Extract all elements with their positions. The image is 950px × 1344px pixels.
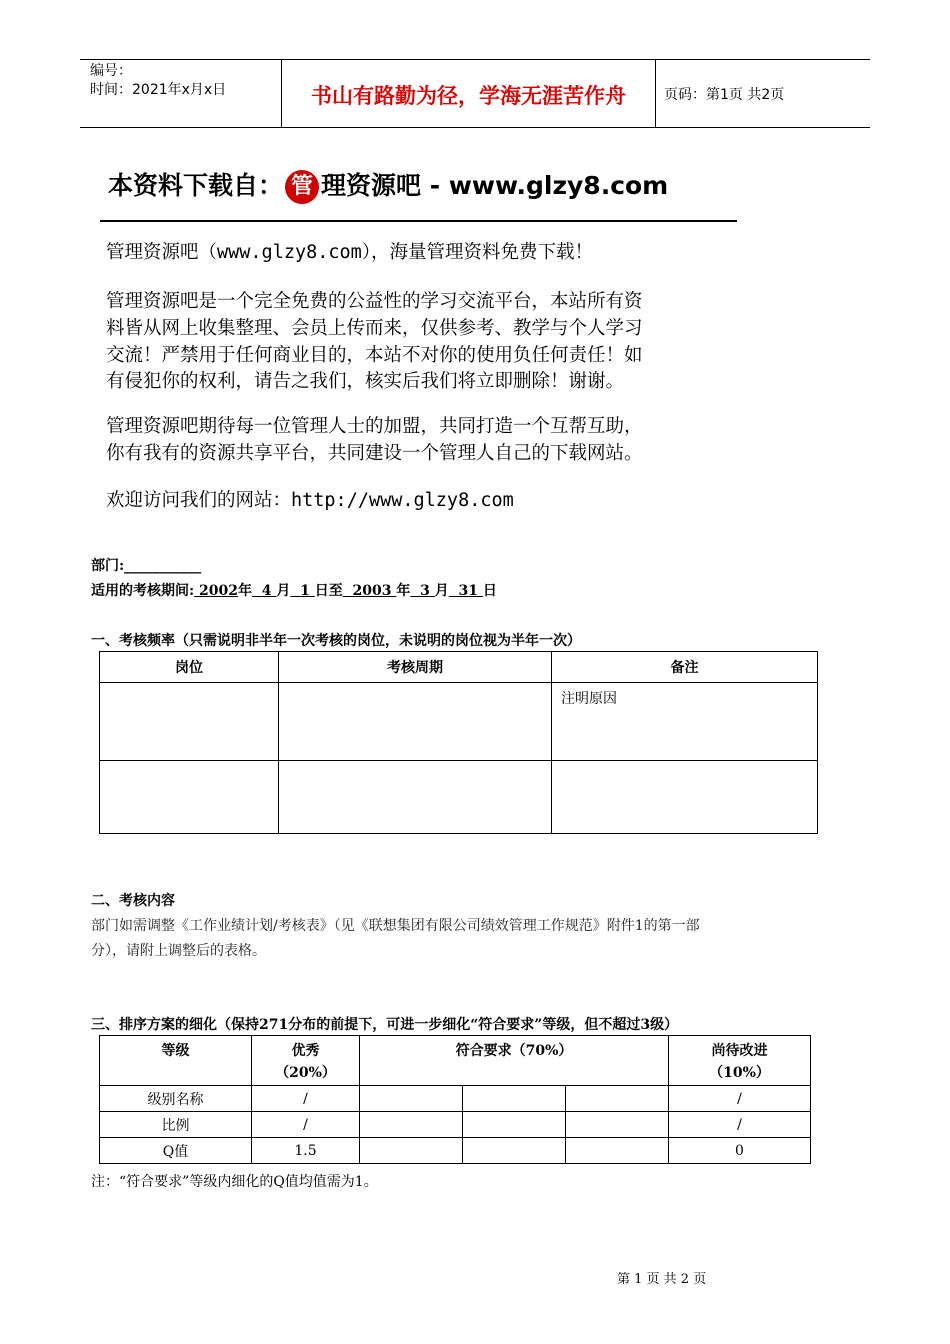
period-label: 适用的考核期间:: [91, 583, 195, 599]
table-cell[interactable]: 0: [669, 1138, 811, 1164]
table-header-row: [100, 652, 818, 683]
start-month: 4: [261, 583, 272, 599]
ad-line: 交流！严禁用于任何商业目的，本站不对你的使用负任何责任！如: [106, 345, 643, 366]
dept-blank: ___________: [124, 558, 202, 574]
day-char: 日: [482, 583, 497, 599]
column-header: 符合要求（70%）: [360, 1036, 669, 1086]
ad-line: 管理资源吧（www.glzy8.com），海量管理资料免费下载！: [106, 242, 594, 263]
ad-line: 你有我有的资源共享平台，共同建设一个管理人自己的下载网站。: [106, 443, 643, 464]
logo-icon: 管: [285, 170, 319, 204]
table-row: [100, 1112, 811, 1138]
table-cell[interactable]: [463, 1112, 566, 1138]
day-to: 日至: [314, 583, 343, 599]
improve-pct: （10%）: [709, 1065, 770, 1081]
table-cell[interactable]: [279, 683, 552, 761]
row-label: 级别名称: [100, 1086, 252, 1112]
excellent-label: 优秀: [291, 1043, 320, 1059]
header-page-info: 页码：第1页 共2页: [664, 87, 785, 103]
dept-field: [91, 555, 201, 575]
table-row: [100, 1086, 811, 1112]
year-char: 年: [238, 583, 253, 599]
row-label: Q值: [100, 1138, 252, 1164]
section2-heading: 二、考核内容: [91, 893, 175, 909]
table-cell[interactable]: [463, 1086, 566, 1112]
improve-label: 尚待改进: [711, 1043, 768, 1059]
section2-text: [91, 914, 700, 964]
table-cell[interactable]: [279, 761, 552, 834]
table-cell[interactable]: /: [252, 1086, 360, 1112]
table-cell[interactable]: /: [669, 1086, 811, 1112]
ad-line: 有侵犯你的权利，请告之我们，核实后我们将立即删除！谢谢。: [106, 371, 625, 392]
header-divider: [655, 59, 656, 127]
time-label: 时间：2021年x月x日: [90, 82, 227, 98]
ad-line: 料皆从网上收集整理、会员上传而来，仅供参考、教学与个人学习: [106, 318, 643, 339]
table-row: [100, 1138, 811, 1164]
section3-note: 注：“符合要求”等级内细化的Q值均值需为1。: [91, 1174, 378, 1190]
ad-line: 管理资源吧期待每一位管理人士的加盟，共同打造一个互帮互助，: [106, 416, 643, 437]
banner-title: [108, 166, 668, 204]
table-cell[interactable]: [100, 683, 279, 761]
column-header: 备注: [552, 652, 818, 683]
year-char: 年: [396, 583, 411, 599]
table-cell[interactable]: [100, 761, 279, 834]
table-cell[interactable]: [566, 1112, 669, 1138]
section3-heading: 三、排序方案的细化（保持271分布的前提下，可进一步细化“符合要求”等级，但不超过3级）: [91, 1017, 679, 1033]
start-year: 2002: [199, 583, 239, 599]
table-cell[interactable]: [360, 1086, 463, 1112]
table-cell[interactable]: 1.5: [252, 1138, 360, 1164]
table-row: [100, 683, 818, 761]
table-row: [100, 761, 818, 834]
header-bottom-rule: [80, 127, 870, 128]
end-month: 3: [420, 583, 430, 599]
table-header-row: [100, 1036, 811, 1086]
header-left: [90, 62, 226, 100]
column-header: 考核周期: [279, 652, 552, 683]
table-cell[interactable]: [552, 761, 818, 834]
ad-line: 管理资源吧是一个完全免费的公益性的学习交流平台，本站所有资: [106, 291, 643, 312]
table-cell[interactable]: [360, 1138, 463, 1164]
table-cell[interactable]: /: [669, 1112, 811, 1138]
column-header: 等级: [100, 1036, 252, 1086]
table-cell[interactable]: [566, 1138, 669, 1164]
end-year: 2003: [352, 583, 392, 599]
column-header: [669, 1036, 811, 1086]
header-top-rule: [80, 59, 870, 60]
table-cell[interactable]: [463, 1138, 566, 1164]
banner-title-suffix: 理资源吧 - www.glzy8.com: [321, 171, 669, 200]
section2-line: 部门如需调整《工作业绩计划/考核表》（见《联想集团有限公司绩效管理工作规范》附件1的第一部: [91, 918, 700, 934]
column-header: 岗位: [100, 652, 279, 683]
banner-rule: [100, 220, 737, 222]
banner-title-prefix: 本资料下载自：: [108, 171, 284, 200]
page-footer: 第 1 页 共 2 页: [617, 1272, 707, 1287]
header-motto: 书山有路勤为径，学海无涯苦作舟: [311, 84, 626, 108]
column-header: [252, 1036, 360, 1086]
dept-label: 部门:: [91, 558, 125, 574]
ranking-table: [99, 1035, 811, 1164]
table-cell[interactable]: [360, 1112, 463, 1138]
table-cell[interactable]: [566, 1086, 669, 1112]
ad-line: 欢迎访问我们的网站：http://www.glzy8.com: [106, 490, 514, 511]
row-label: 比例: [100, 1112, 252, 1138]
excellent-pct: （20%）: [275, 1065, 336, 1081]
month-char: 月: [434, 583, 449, 599]
frequency-table: [99, 651, 818, 834]
section1-heading: 一、考核频率（只需说明非半年一次考核的岗位，未说明的岗位视为半年一次）: [91, 633, 581, 649]
period-field: [91, 580, 497, 600]
month-char: 月: [276, 583, 291, 599]
number-label: 编号：: [90, 63, 132, 79]
start-day: 1: [300, 583, 310, 599]
end-day: 31: [458, 583, 478, 599]
table-cell[interactable]: /: [252, 1112, 360, 1138]
section2-line: 分），请附上调整后的表格。: [91, 943, 266, 959]
table-cell[interactable]: 注明原因: [552, 683, 818, 761]
